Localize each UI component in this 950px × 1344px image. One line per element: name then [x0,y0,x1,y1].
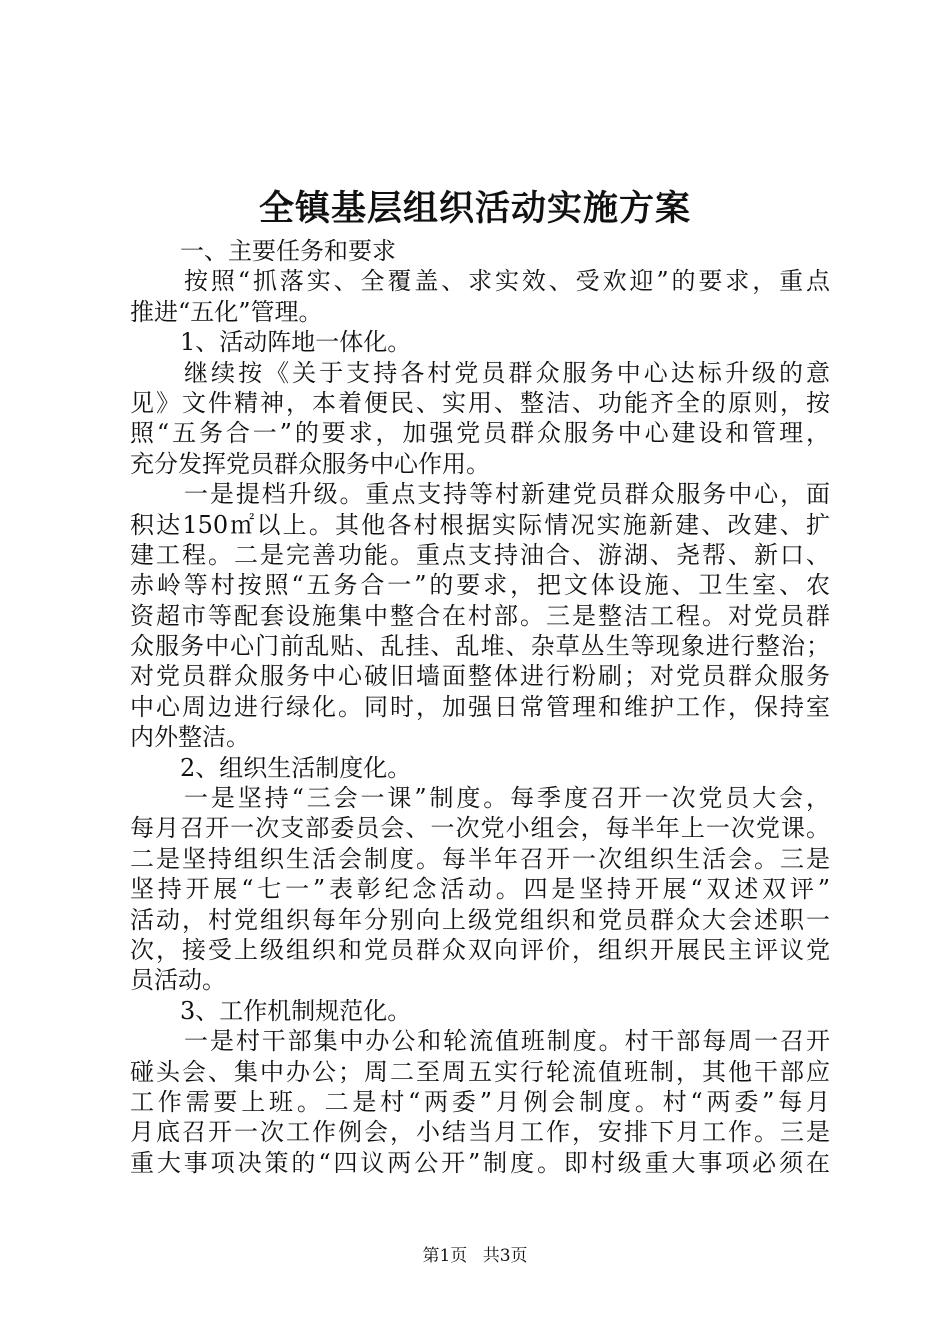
text-line: 赤岭等村按照“五务合一”的要求，把文体设施、卫生室、农 [130,571,830,600]
text-line: 工作需要上班。二是村“两委”月例会制度。村“两委”每月 [130,1087,830,1116]
document-body [130,236,830,1178]
text-line: 一是村干部集中办公和轮流值班制度。村干部每周一召开 [184,1027,830,1056]
text-line: 照“五务合一”的要求，加强党员群众服务中心建设和管理， [130,419,830,448]
text-line: 一、主要任务和要求 [180,237,396,265]
page-total: 共3页 [482,1246,528,1266]
text-line: 对党员群众服务中心破旧墙面整体进行粉刷；对党员群众服务 [130,662,830,691]
page-number: 第1页 [422,1246,468,1266]
text-line: 充分发挥党员群众服务中心作用。 [130,449,490,478]
text-line: 一是坚持“三会一课”制度。每季度召开一次党员大会， [184,784,830,813]
page-footer [0,1245,950,1267]
text-line: 二是坚持组织生活会制度。每半年召开一次组织生活会。三是 [130,844,830,873]
text-line: 月底召开一次工作例会，小结当月工作，安排下月工作。三是 [130,1118,830,1147]
text-line: 1、活动阵地一体化。 [180,328,412,357]
text-line: 按照“抓落实、全覆盖、求实效、受欢迎”的要求，重点 [184,267,830,296]
text-line: 3、工作机制规范化。 [180,996,412,1025]
text-line: 2、组织生活制度化。 [180,753,412,782]
text-line: 继续按《关于支持各村党员群众服务中心达标升级的意 [184,358,830,387]
text-line: 活动，村党组织每年分别向上级党组织和党员群众大会述职一 [130,905,830,934]
text-line: 重大事项决策的“四议两公开”制度。即村级重大事项必须在 [130,1148,830,1177]
text-line: 坚持开展“七一”表彰纪念活动。四是坚持开展“双述双评” [130,875,830,904]
text-line: 碰头会、集中办公；周二至周五实行轮流值班制，其他干部应 [130,1057,830,1086]
text-line: 见》文件精神，本着便民、实用、整洁、功能齐全的原则，按 [130,388,830,417]
text-line: 建工程。二是完善功能。重点支持油合、游湖、尧帮、新口、 [130,540,830,569]
text-line: 中心周边进行绿化。同时，加强日常管理和维护工作，保持室 [130,692,830,721]
text-line: 员活动。 [130,966,226,995]
text-line: 资超市等配套设施集中整合在村部。三是整洁工程。对党员群 [130,601,830,630]
text-line: 众服务中心门前乱贴、乱挂、乱堆、杂草丛生等现象进行整治； [130,632,830,661]
text-line: 积达150㎡以上。其他各村根据实际情况实施新建、改建、扩 [130,510,830,539]
text-line: 次，接受上级组织和党员群众双向评价，组织开展民主评议党 [130,935,830,964]
text-line: 内外整洁。 [130,723,250,752]
document-title: 全镇基层组织活动实施方案 [258,188,691,229]
text-line: 推进“五化”管理。 [130,297,323,326]
text-line: 每月召开一次支部委员会、一次党小组会，每半年上一次党课。 [130,814,830,843]
text-line: 一是提档升级。重点支持等村新建党员群众服务中心，面 [184,480,830,509]
